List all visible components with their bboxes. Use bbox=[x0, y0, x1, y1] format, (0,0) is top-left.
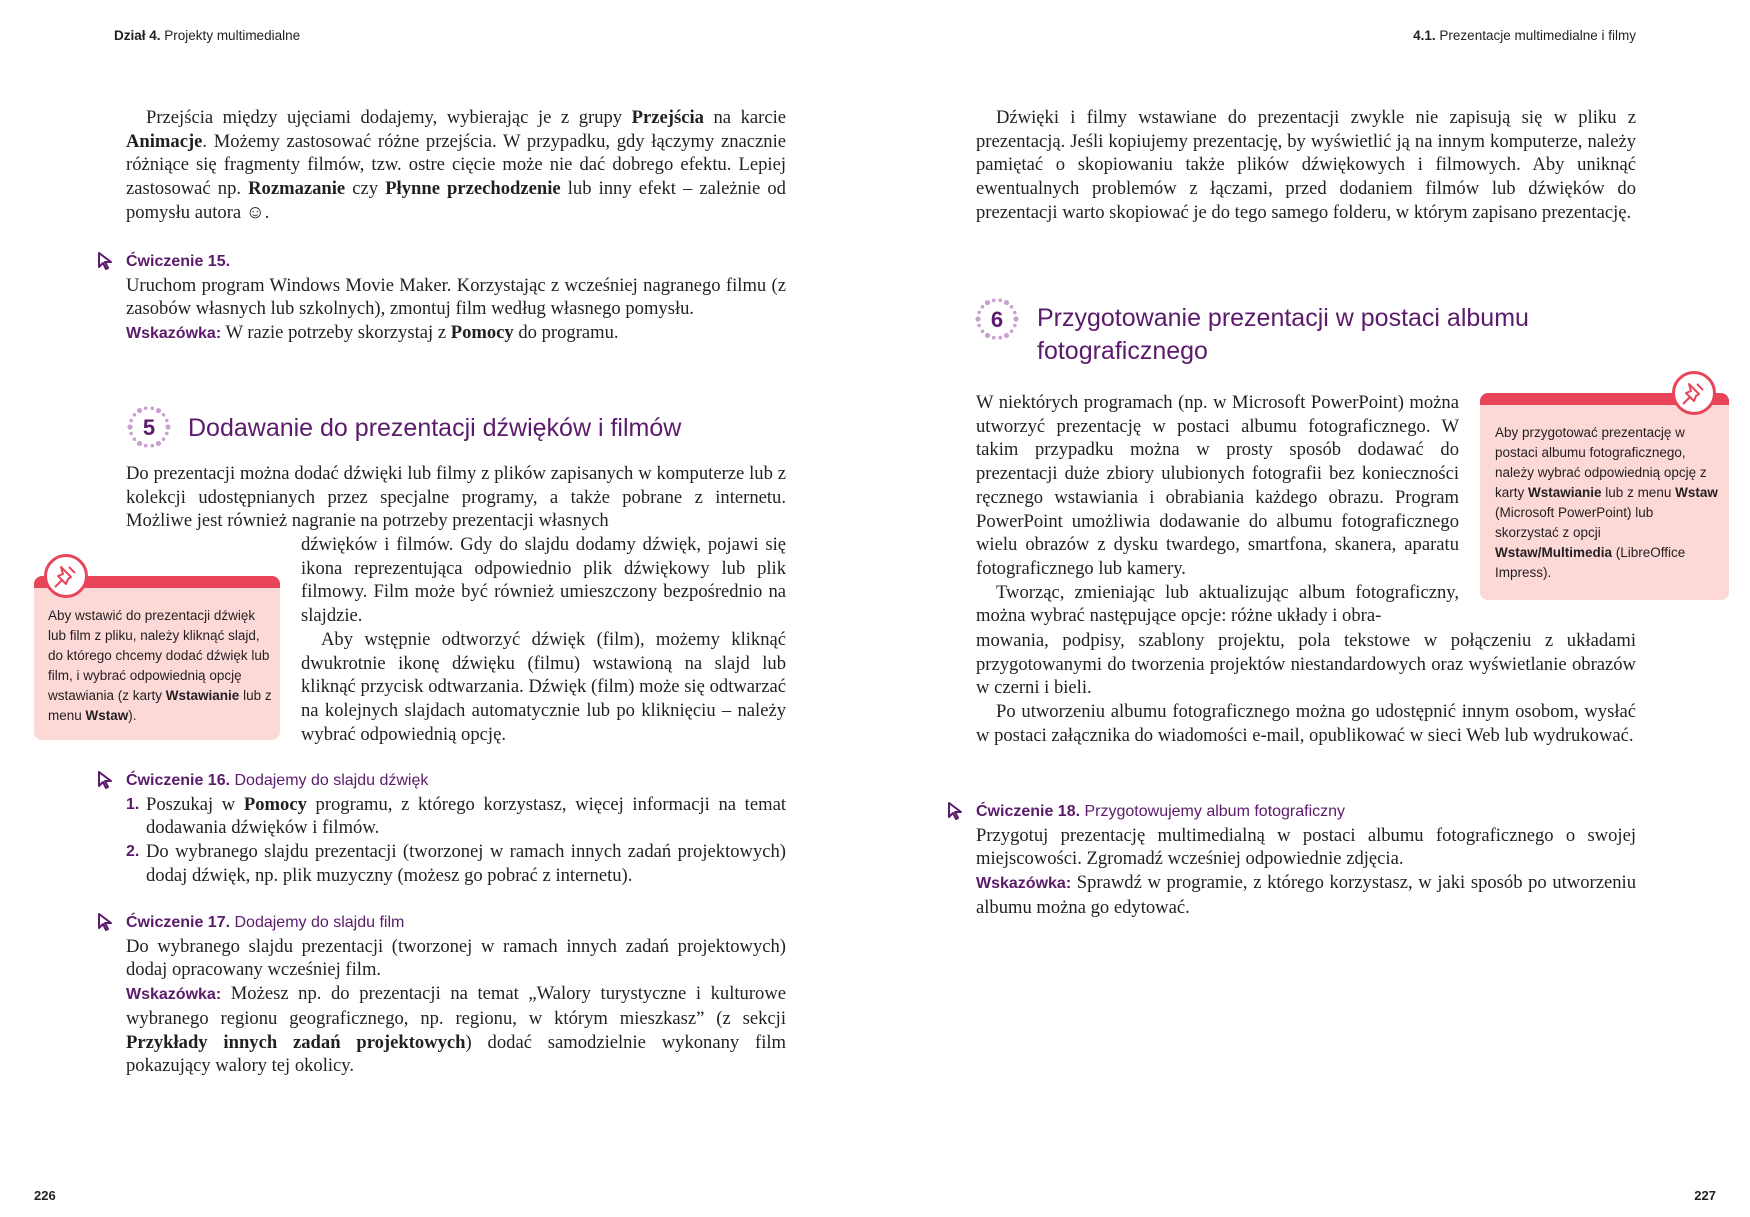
section-6-title bbox=[1037, 302, 1529, 368]
section-5-title: Dodawanie do prezentacji dźwięków i filmów bbox=[188, 414, 682, 442]
header-right bbox=[1413, 28, 1636, 43]
section-5-body bbox=[126, 462, 786, 533]
header-section-left: Dział 4. bbox=[114, 28, 161, 43]
section-6-title-line1: Przygotowanie prezentacji w postaci albumu bbox=[1037, 304, 1529, 332]
decorative-dot bbox=[998, 298, 1002, 302]
exercise-17-title bbox=[126, 911, 786, 935]
exercise-16-label: Ćwiczenie 16. bbox=[126, 772, 231, 789]
header-section-right: 4.1. bbox=[1413, 28, 1436, 43]
exercise-17-hint: Wskazówka: Możesz np. do prezentacji na temat „Walory turystyczne i kulturowe wybranego regionu geograficznego, np. regionu, w którym mieszkasz” (z sekcji Przykłady innych zadań projektowych) dodać samodzielnie wykonany film pokazujący walory tej okolicy. bbox=[126, 983, 787, 1077]
exercise-15-hint: Wskazówka: W razie potrzeby skorzystaj z Pomocy do programu. bbox=[126, 322, 619, 344]
exercise-17 bbox=[126, 911, 786, 1078]
exercise-18-hint: Wskazówka: Sprawdź w programie, z którego korzystasz, w jaki sposób po utworzeniu albumu można go edytować. bbox=[976, 872, 1636, 918]
section-5-body-narrow bbox=[301, 533, 786, 746]
exercise-18-title bbox=[976, 800, 1636, 824]
section-6-body-narrow bbox=[976, 391, 1459, 628]
pin-badge bbox=[1672, 371, 1716, 415]
decorative-dot bbox=[998, 336, 1002, 340]
section-5-number: 5 bbox=[142, 415, 156, 440]
exercise-16-list bbox=[126, 793, 786, 888]
header-title-right: Prezentacje multimedialne i filmy bbox=[1439, 28, 1636, 43]
pushpin-icon bbox=[47, 557, 85, 595]
exercise-17-text: Do wybranego slajdu prezentacji (tworzonej w ramach innych zadań projektowych) dodaj opracowany wcześniej film. bbox=[126, 935, 786, 981]
exercise-16-title bbox=[126, 769, 786, 793]
page-number-left: 226 bbox=[34, 1188, 56, 1203]
decorative-dot bbox=[150, 444, 154, 448]
exercise-18 bbox=[976, 800, 1636, 920]
exercise-17-name: Dodajemy do slajdu film bbox=[234, 914, 405, 931]
exercise-16 bbox=[126, 769, 786, 888]
note-insert-sound bbox=[34, 576, 280, 740]
paragraph-sounds-intro: Do prezentacji można dodać dźwięki lub filmy z plików zapisanych w komputerze lub z kolekcji udostępnianych przez specjalne programy, a także pobrane z internetu. Możliwe jest również nagranie na potrzeby prezentacji własnych bbox=[126, 463, 786, 532]
exercise-18-name: Przygotowujemy album fotograficzny bbox=[1084, 803, 1346, 820]
paragraph-photo-album: W niektórych programach (np. w Microsoft PowerPoint) można utworzyć prezentację w postaci albumu fotograficznego. W takim przypadku można w prosty sposób dodawać do prezentacji duże zbiory ulubionych fotografii bez konieczności ręcznego wstawiania i obrabiania każdego obrazu. Program PowerPoint umożliwia dodawanie do albumu fotograficznego wielu obrazów z dysku twardego, smartfona, skanera, aparatu fotograficznego lub kamery. bbox=[976, 392, 1459, 579]
section-6-body bbox=[976, 629, 1636, 748]
decorative-dot bbox=[144, 406, 148, 410]
left-intro bbox=[126, 106, 786, 225]
cursor-icon bbox=[96, 251, 116, 271]
exercise-15-label: Ćwiczenie 15. bbox=[126, 253, 231, 270]
cursor-icon bbox=[96, 770, 116, 790]
note-photo-album bbox=[1480, 393, 1729, 600]
list-item: 1. Poszukaj w Pomocy programu, z którego korzystasz, więcej informacji na temat dodawania dźwięków i filmów. bbox=[126, 793, 786, 839]
note-insert-sound-text: Aby wstawić do prezentacji dźwięk lub film z pliku, należy kliknąć slajd, do którego chcemy dodać dźwięk lub film, i wybrać odpowiednią opcję wstawiania (z karty Wstawianie lub z menu Wstaw). bbox=[48, 608, 272, 723]
decorative-dot bbox=[144, 444, 148, 448]
exercise-15-title bbox=[126, 250, 786, 274]
note-photo-album-text: Aby przygotować prezentację w postaci albumu fotograficznego, należy wybrać odpowiednią opcję z karty Wstawianie lub z menu Wstaw (Microsoft PowerPoint) lub skorzystać z opcji Wstaw/Multimedia (LibreOffice Impress). bbox=[1495, 425, 1718, 580]
exercise-18-label: Ćwiczenie 18. bbox=[976, 803, 1081, 820]
exercise-18-text: Przygotuj prezentację multimedialną w postaci albumu fotograficznego o swojej miejscowości. Zgromadź wcześniej odpowiednie zdjęcia. bbox=[976, 824, 1636, 870]
page-number-right: 227 bbox=[1694, 1188, 1716, 1203]
right-intro bbox=[976, 106, 1636, 225]
section-6-title-line2: fotograficznego bbox=[1037, 337, 1208, 365]
decorative-dot bbox=[992, 336, 996, 340]
header-title-left: Projekty multimedialne bbox=[164, 28, 301, 43]
exercise-17-label: Ćwiczenie 17. bbox=[126, 914, 231, 931]
exercise-15 bbox=[126, 250, 786, 346]
decorative-dot bbox=[150, 406, 154, 410]
header-left bbox=[114, 28, 300, 43]
paragraph-album-options: Tworząc, zmieniając lub aktualizując album fotograficzny, można wybrać następujące opcje: różne układy i obra- bbox=[976, 581, 1459, 627]
paragraph-sounds-continued: dźwięków i filmów. Gdy do slajdu dodamy dźwięk, pojawi się ikona reprezentująca odpowiednio plik dźwiękowy lub plik filmowy. Film może być również umieszczony bezpośrednio na slajdzie. bbox=[301, 534, 786, 627]
section-6-number: 6 bbox=[990, 307, 1004, 332]
paragraph-transitions: Przejścia między ujęciami dodajemy, wybierając je z grupy Przejścia na karcie Animacje. Możemy zastosować różne przejścia. W przypadku, gdy łączymy znacznie różniące się fragmenty filmów, tzw. ostre cięcie może nie dać dobrego efektu. Lepiej zastosować np. Rozmazanie czy Płynne przechodzenie lub inny efekt – zależnie od pomysłu autora ☺. bbox=[126, 107, 786, 223]
list-item: 2. Do wybranego slajdu prezentacji (tworzonej w ramach innych zadań projektowych) dodaj dźwięk, np. plik muzyczny (możesz go pobrać z internetu). bbox=[126, 841, 786, 886]
exercise-16-name: Dodajemy do slajdu dźwięk bbox=[234, 772, 429, 789]
exercise-15-text: Uruchom program Windows Movie Maker. Korzystając z wcześniej nagranego filmu (z zasobów własnych lub szkolnych), zmontuj film według własnego pomysłu. bbox=[126, 274, 786, 320]
paragraph-file-linking: Dźwięki i filmy wstawiane do prezentacji zwykle nie zapisują się w pliku z prezentacją. Jeśli kopiujemy prezentację, by wyświetlić ją na innym komputerze, należy pamiętać o skopiowaniu także plików dźwiękowych i filmowych. Aby uniknąć ewentualnych problemów z łączami, przed dodaniem filmów lub dźwięków do prezentacji warto skopiować je do tego samego folderu, w którym zapisano prezentację. bbox=[976, 107, 1636, 223]
paragraph-playback: Aby wstępnie odtworzyć dźwięk (film), możemy kliknąć dwukrotnie ikonę dźwięku (filmu) wstawioną na slajd lub kliknąć przycisk odtwarzania. Dźwięk (film) może się odtwarzać na kolejnych slajdach automatycznie lub po kliknięciu – należy wybrać odpowiednią opcję. bbox=[301, 628, 786, 745]
cursor-icon bbox=[946, 801, 966, 821]
paragraph-album-share: Po utworzeniu albumu fotograficznego można go udostępnić innym osobom, wysłać w postaci załącznika do wiadomości e-mail, opublikować w sieci Web lub wydrukować. bbox=[976, 701, 1636, 746]
pin-badge bbox=[44, 554, 88, 598]
pushpin-icon bbox=[1675, 374, 1713, 412]
cursor-icon bbox=[96, 912, 116, 932]
decorative-dot bbox=[992, 298, 996, 302]
paragraph-album-options-continued: mowania, podpisy, szablony projektu, pola tekstowe w połączeniu z układami przygotowanymi do tworzenia projektów niestandardowych oraz wyświetlanie obrazów w czerni i bieli. bbox=[976, 630, 1636, 699]
